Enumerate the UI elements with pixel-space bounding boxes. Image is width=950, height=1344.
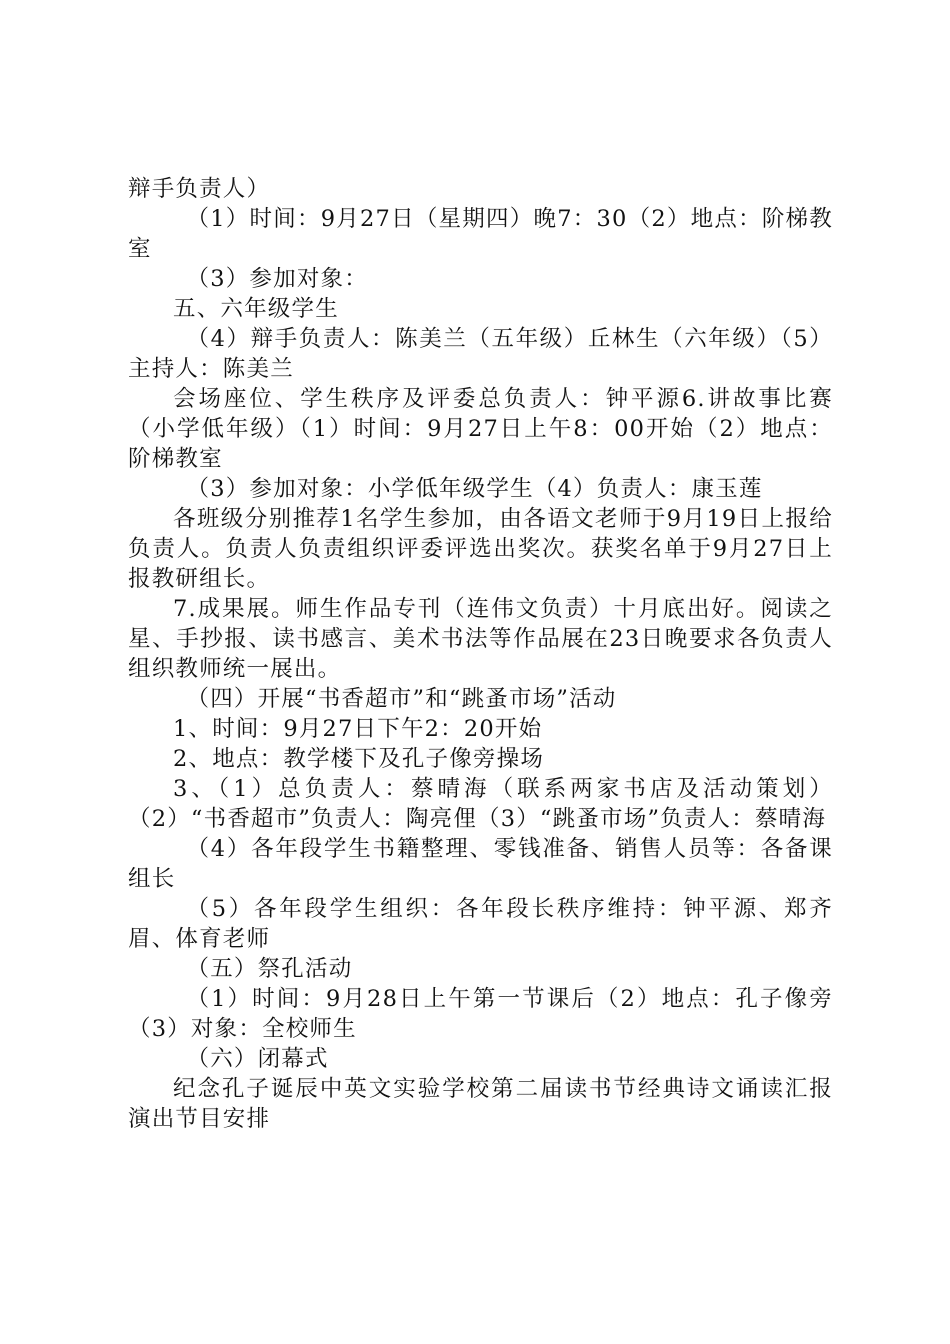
paragraph: （1）时间：9月28日上午第一节课后（2）地点：孔子像旁（3）对象：全校师生 <box>128 986 833 1042</box>
section-heading: （五）祭孔活动 <box>186 956 353 982</box>
paragraph: 纪念孔子诞辰中英文实验学校第二届读书节经典诗文诵读汇报演出节目安排 <box>128 1076 833 1132</box>
paragraph: 2、地点：教学楼下及孔子像旁操场 <box>173 746 545 772</box>
paragraph: 五、六年级学生 <box>173 296 339 322</box>
paragraph: （3）参加对象： <box>186 266 368 292</box>
paragraph: 各班级分别推荐1名学生参加，由各语文老师于9月19日上报给负责人。负责人负责组织评委评选出奖次。获奖名单于9月27日上报教研组长。 <box>128 506 833 592</box>
paragraph: （3）参加对象：小学低年级学生（4）负责人：康玉莲 <box>186 476 763 502</box>
section-heading: （六）闭幕式 <box>186 1046 329 1072</box>
paragraph: 7.成果展。师生作品专刊（连伟文负责）十月底出好。阅读之星、手抄报、读书感言、美术书法等作品展在23日晚要求各负责人组织教师统一展出。 <box>128 596 833 682</box>
paragraph: （4）各年段学生书籍整理、零钱准备、销售人员等：各备课组长 <box>128 836 833 892</box>
paragraph: （4）辩手负责人：陈美兰（五年级）丘林生（六年级）（5）主持人：陈美兰 <box>128 326 833 382</box>
paragraph: 会场座位、学生秩序及评委总负责人：钟平源6.讲故事比赛（小学低年级）（1）时间：9月27日上午8：00开始（2）地点：阶梯教室 <box>128 386 833 472</box>
section-heading: （四）开展“书香超市”和“跳蚤市场”活动 <box>186 686 617 712</box>
document-body <box>128 174 833 1134</box>
paragraph: 1、时间：9月27日下午2：20开始 <box>173 716 543 742</box>
paragraph: （5）各年段学生组织：各年段长秩序维持：钟平源、郑齐眉、体育老师 <box>128 896 833 952</box>
paragraph: （1）时间：9月27日（星期四）晚7：30（2）地点：阶梯教室 <box>128 206 833 262</box>
paragraph: 辩手负责人） <box>128 176 271 202</box>
paragraph: 3、（1）总负责人：蔡晴海（联系两家书店及活动策划）（2）“书香超市”负责人：陶亮俚（3）“跳蚤市场”负责人：蔡晴海 <box>128 776 833 832</box>
